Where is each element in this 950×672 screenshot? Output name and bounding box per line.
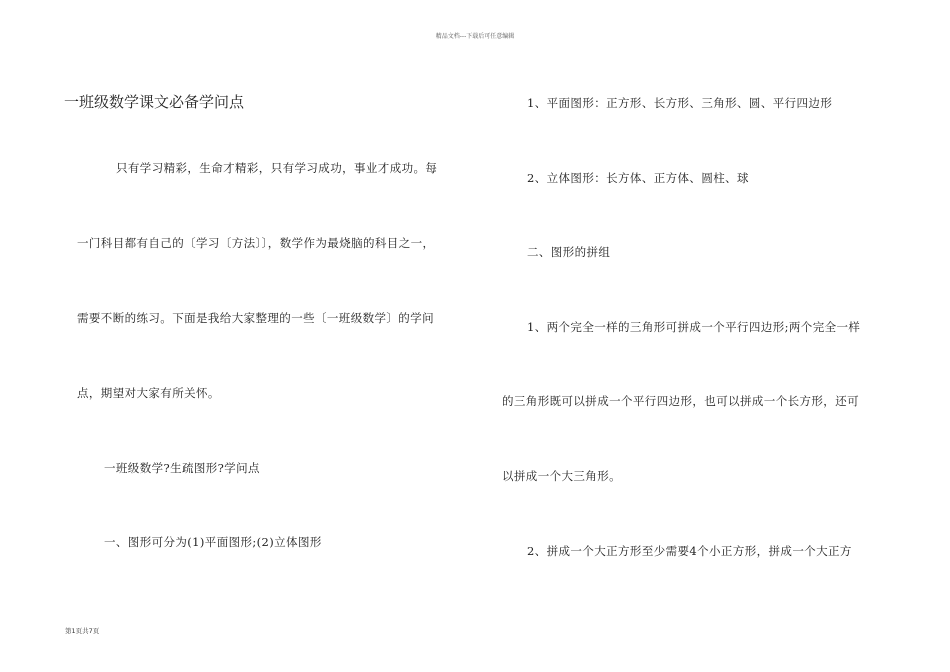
body-line: 一门科目都有自己的〔学习〔方法〕〕，数学作为最烧脑的科目之一， <box>77 236 435 250</box>
body-line: 1、平面图形：正方形、长方形、三角形、圆、平行四边形 <box>527 96 833 110</box>
body-line: 需要不断的练习。下面是我给大家整理的一些〔一班级数学〕的学问 <box>77 311 434 325</box>
section-heading: 一班级数学?生疏图形?学问点 <box>104 461 260 475</box>
body-line: 2、立体图形：长方体、正方体、圆柱、球 <box>527 171 749 185</box>
section-heading: 二、图形的拼组 <box>527 245 611 259</box>
body-line: 只有学习精彩，生命才精彩，只有学习成功，事业才成功。每 <box>116 161 438 175</box>
header-note: 精品文档---下载后可任意编辑 <box>435 33 515 40</box>
body-line: 以拼成一个大三角形。 <box>502 469 621 483</box>
page-footer: 第1页共7页 <box>65 627 100 635</box>
body-line: 2、拼成一个大正方形至少需要4个小正方形，拼成一个大正方 <box>527 544 852 558</box>
page-title: 一班级数学课文必备学问点 <box>64 93 245 111</box>
body-line: 的三角形既可以拼成一个平行四边形，也可以拼成一个长方形，还可 <box>502 394 859 408</box>
body-line: 1、两个完全一样的三角形可拼成一个平行四边形;两个完全一样 <box>527 320 861 334</box>
body-line: 点，期望对大家有所关怀。 <box>77 386 220 400</box>
body-line: 一、图形可分为(1)平面图形;(2)立体图形 <box>104 535 322 549</box>
